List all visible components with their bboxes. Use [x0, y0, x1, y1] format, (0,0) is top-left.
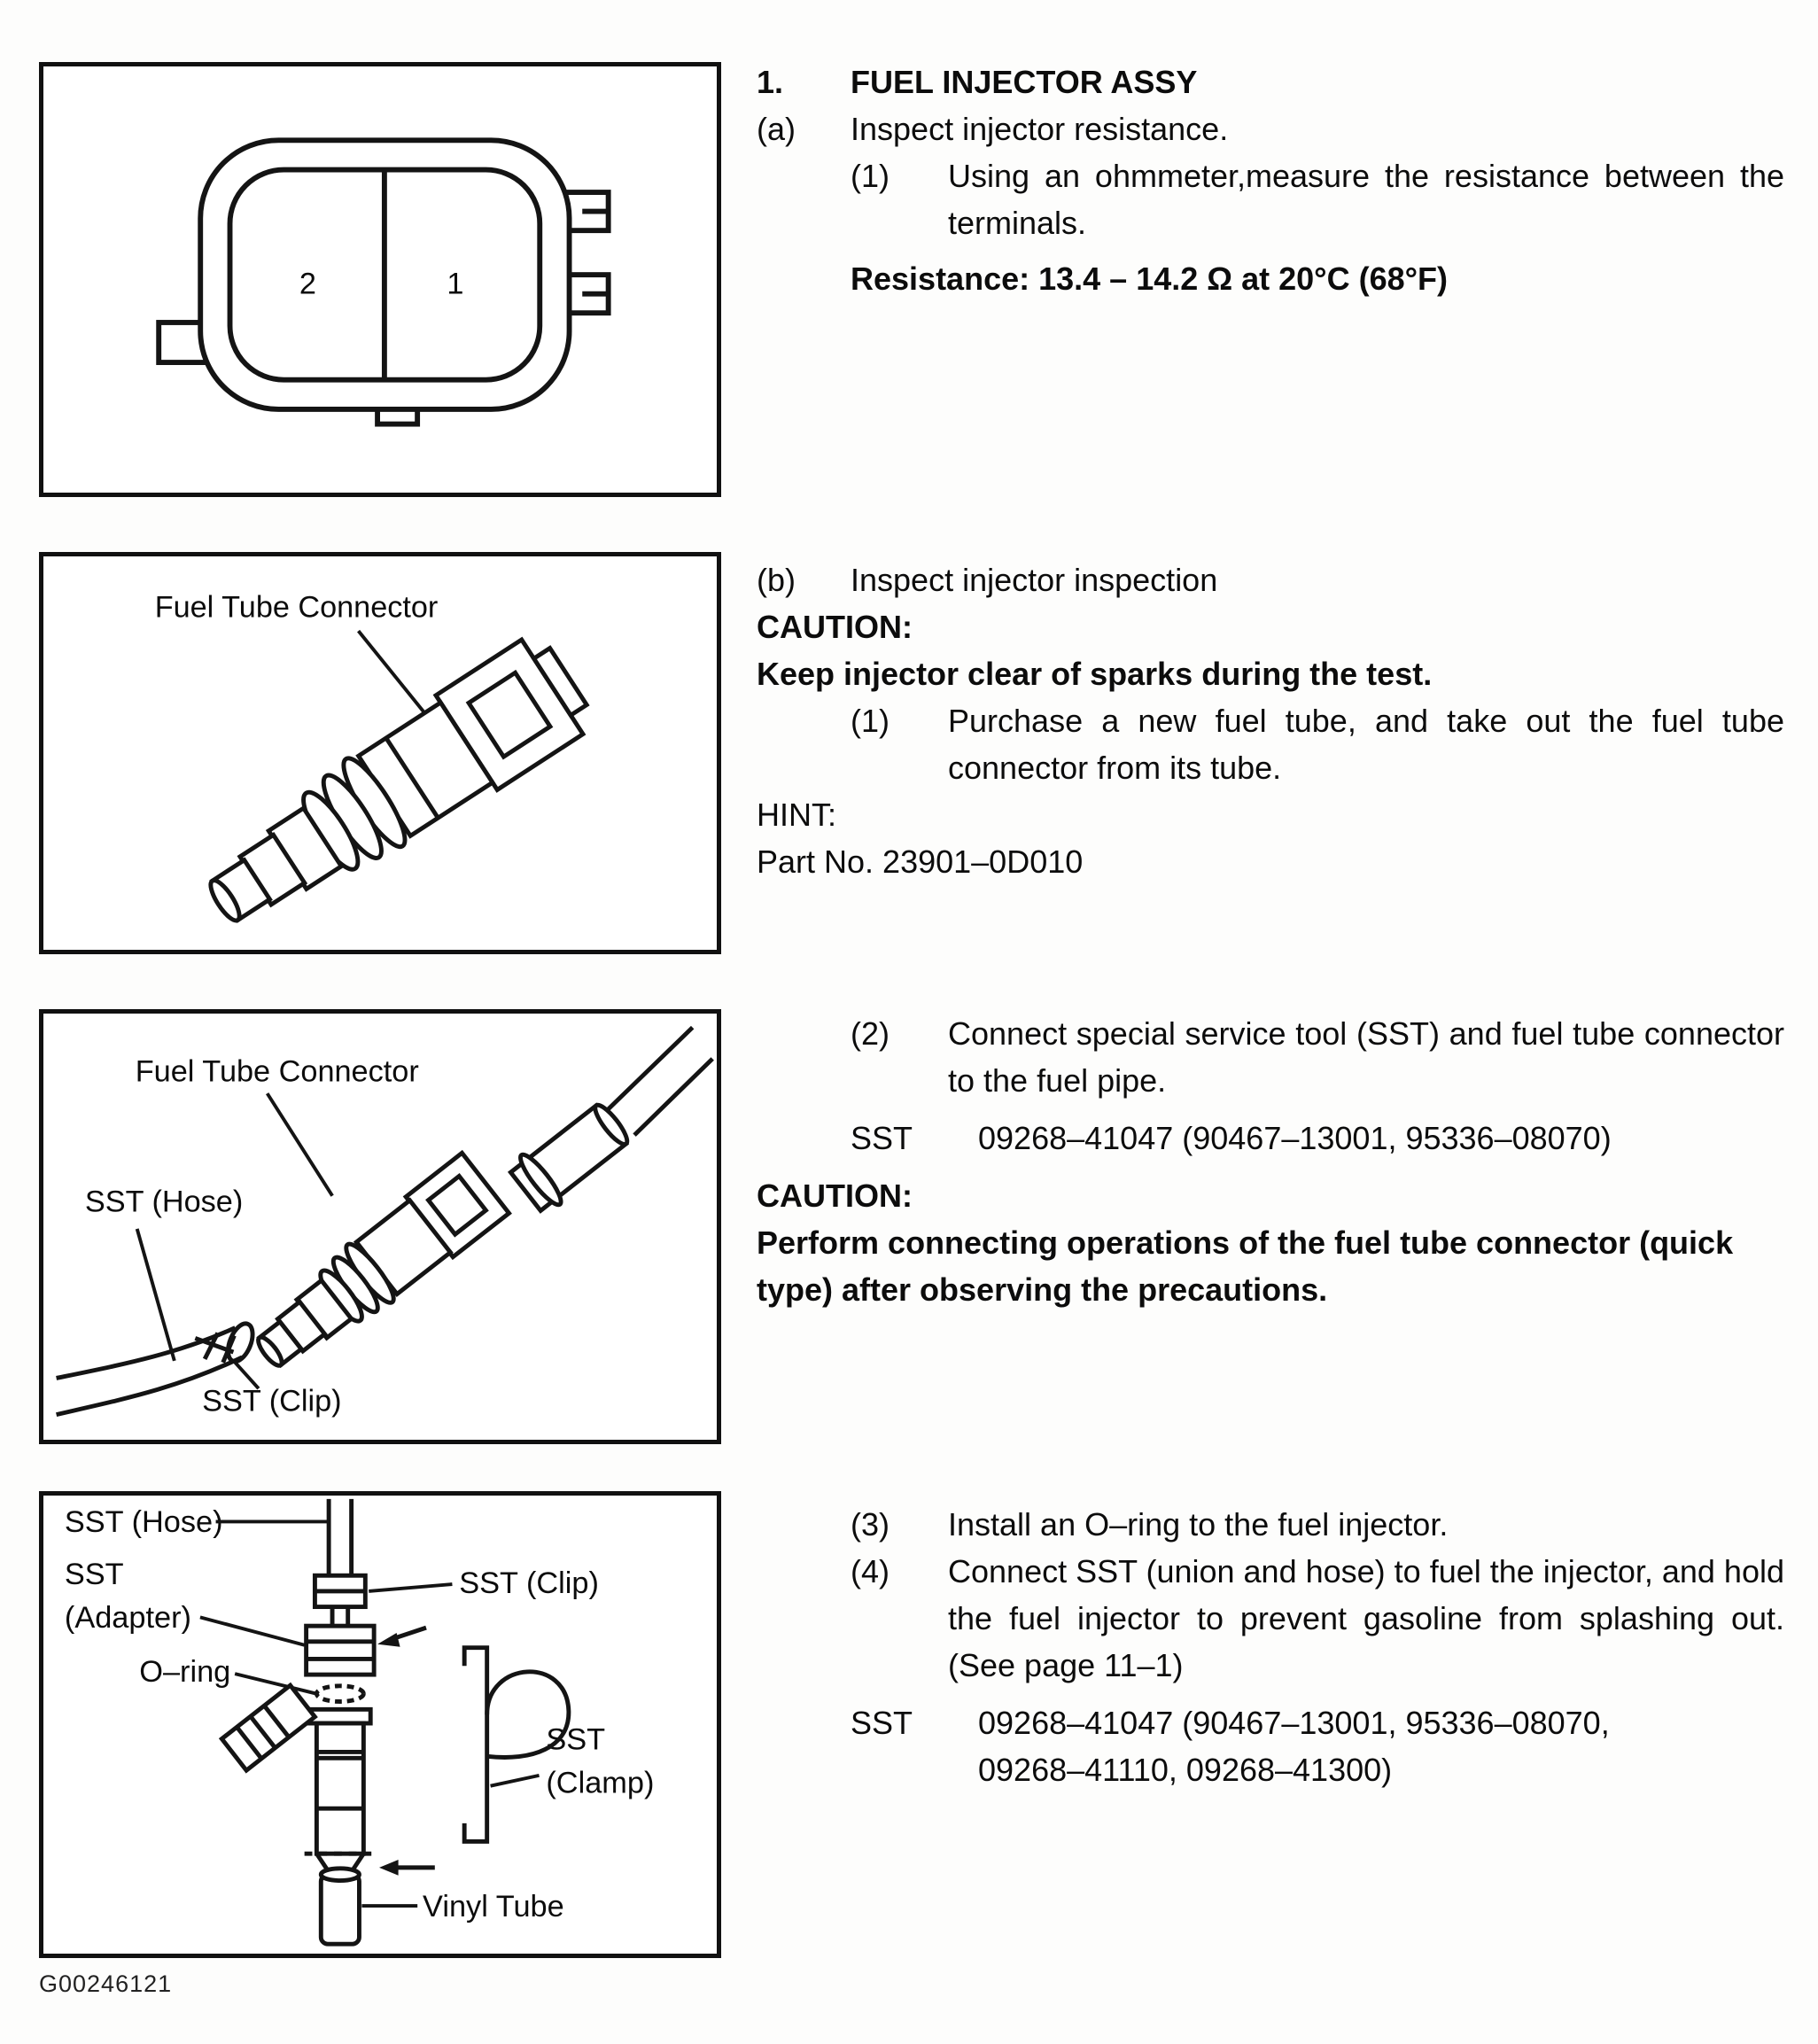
step-a1-text: Using an ohmmeter,measure the resistance between the terminals. — [948, 158, 1784, 241]
step-b4-label: (4) — [851, 1553, 890, 1589]
connector-leader — [268, 1093, 332, 1196]
step-b2-label: (2) — [851, 1015, 890, 1052]
figure-sst-connection — [39, 1009, 721, 1444]
sst-adapter-label-line1: SST — [64, 1558, 124, 1592]
assembly-arrows — [377, 1628, 435, 1876]
sst-adapter-drawing — [307, 1626, 375, 1675]
fuel-tube-connector-label: Fuel Tube Connector — [135, 1054, 419, 1089]
step-a-text: Inspect injector resistance. — [851, 111, 1229, 147]
hint-title: HINT: — [757, 797, 836, 833]
sst-clamp-label-line1: SST — [546, 1722, 606, 1757]
hose-open-end — [223, 1320, 258, 1365]
sst-value: 09268–41047 (90467–13001, 95336–08070) — [978, 1120, 1612, 1156]
sst-clamp-label-line2: (Clamp) — [546, 1766, 655, 1800]
terminal-1-label: 1 — [447, 267, 464, 301]
step-b4 — [851, 1548, 1784, 1689]
terminal-view-drawing — [43, 66, 717, 493]
sst-value-line2: 09268–41110, 09268–41300) — [978, 1752, 1393, 1788]
step-b4-text: Connect SST (union and hose) to fuel the injector, and hold the fuel injector to prevent gasoline from splashing out. (See page 11–1) — [948, 1553, 1784, 1683]
fuel-tube-connector-drawing — [43, 556, 717, 950]
section-heading — [757, 58, 1784, 105]
connector-body-drawing — [187, 629, 599, 950]
figure-code: G00246121 — [39, 1970, 173, 1997]
o-ring-drawing — [316, 1686, 363, 1702]
clip-leader — [369, 1584, 452, 1591]
sst-label: SST — [851, 1120, 913, 1156]
instructions-column — [757, 0, 1784, 2044]
step-a1 — [851, 152, 1784, 246]
step-b-label: (b) — [757, 562, 796, 598]
sst-value — [978, 1699, 1784, 1793]
step-b — [757, 556, 1784, 603]
injector-electrical-connector — [221, 1685, 315, 1770]
injector-setup-drawing — [43, 1496, 717, 1954]
caution-title: CAUTION: — [757, 1177, 913, 1214]
step-b1 — [851, 697, 1784, 791]
vinyl-tube-label: Vinyl Tube — [423, 1889, 564, 1924]
step-a — [757, 105, 1784, 152]
step-b2 — [851, 1010, 1784, 1104]
terminal-2-label: 2 — [299, 267, 316, 301]
resistance-spec: Resistance: 13.4 – 14.2 Ω at 20°C (68°F) — [851, 260, 1448, 297]
step-b1-text: Purchase a new fuel tube, and take out the fuel tube connector from its tube. — [948, 703, 1784, 786]
step-b3-label: (3) — [851, 1506, 890, 1543]
hose-leader — [137, 1229, 175, 1361]
fuel-tube-connector-label: Fuel Tube Connector — [154, 590, 439, 625]
adapter-leader — [200, 1617, 305, 1644]
figure-injector-setup — [39, 1491, 721, 1958]
figure-fuel-tube-connector — [39, 552, 721, 954]
step-b2-text: Connect special service tool (SST) and fuel tube connector to the fuel pipe. — [948, 1015, 1784, 1099]
sst-adapter-label-line2: (Adapter) — [64, 1601, 191, 1636]
clamp-leader — [491, 1776, 540, 1786]
sst-hose-label: SST (Hose) — [64, 1505, 223, 1540]
sst-connection-drawing — [43, 1014, 717, 1440]
caution-text: Perform connecting operations of the fuel tube connector (quick type) after observing the precautions. — [757, 1224, 1734, 1308]
sst-hose-label: SST (Hose) — [84, 1185, 244, 1219]
step-b3-text: Install an O–ring to the fuel injector. — [948, 1506, 1449, 1543]
hint-text: Part No. 23901–0D010 — [757, 843, 1084, 880]
sst-value-line1: 09268–41047 (90467–13001, 95336–08070, — [978, 1705, 1610, 1741]
sst-clip-label: SST (Clip) — [459, 1566, 599, 1600]
step-b1-label: (1) — [851, 703, 890, 739]
section-title: FUEL INJECTOR ASSY — [851, 64, 1198, 100]
injector-body — [316, 1723, 363, 1854]
section-number: 1. — [757, 64, 784, 100]
section-resistance-check — [757, 58, 1784, 302]
caution-text: Keep injector clear of sparks during the test. — [757, 656, 1433, 692]
section-injector-setup — [757, 1501, 1784, 1793]
sst-row — [851, 1115, 1784, 1162]
vinyl-tube-drawing — [321, 1875, 359, 1944]
connector-body-drawing — [242, 1153, 509, 1385]
sst-label: SST — [851, 1705, 913, 1741]
step-a-label: (a) — [757, 111, 796, 147]
step-a1-label: (1) — [851, 158, 890, 194]
sst-clamp-drawing — [464, 1648, 569, 1842]
section-sst-connection — [757, 1010, 1784, 1313]
section-injector-inspection — [757, 556, 1784, 885]
step-b-text: Inspect injector inspection — [851, 562, 1218, 598]
caution-title: CAUTION: — [757, 609, 913, 645]
sst-clip-label: SST (Clip) — [202, 1384, 342, 1418]
fuel-pipe-drawing — [507, 1028, 713, 1216]
figure-terminal-view — [39, 62, 721, 497]
sst-row — [851, 1699, 1784, 1793]
step-b3 — [851, 1501, 1784, 1548]
o-ring-label: O–ring — [139, 1654, 231, 1689]
